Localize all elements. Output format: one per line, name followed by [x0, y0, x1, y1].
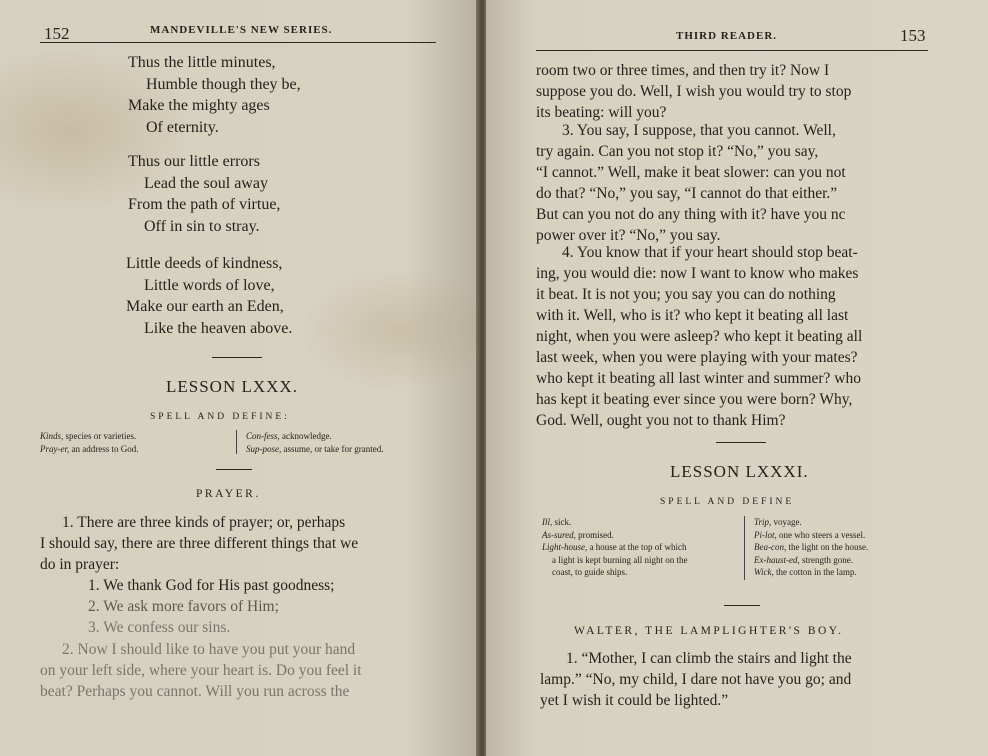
spell-define-heading: SPELL AND DEFINE: [660, 497, 795, 507]
poem-stanza-1: [0, 52, 478, 138]
text-line: yet I wish it could be lighted.”: [540, 692, 729, 709]
text-line: do that? “No,” you say, “I cannot do that either.”: [536, 185, 838, 202]
vocab-column-left: [542, 516, 687, 579]
header-rule: [536, 50, 928, 51]
text-line: on your left side, where your heart is. Do you feel it: [40, 662, 362, 679]
lesson-title: LESSON LXXX.: [166, 377, 298, 396]
text-line: But can you not do any thing with it? have you nc: [536, 206, 846, 223]
left-page: [0, 0, 478, 756]
section-divider: [716, 442, 766, 443]
text-line: do in prayer:: [40, 556, 120, 573]
text-line: room two or three times, and then try it? Now I: [536, 62, 830, 79]
poem-line: Little deeds of kindness,: [126, 255, 283, 272]
text-line: it beat. It is not you; you say you can do nothing: [536, 286, 836, 303]
vocab-entry: Trip, voyage.: [754, 517, 802, 527]
paragraph-2: [40, 639, 436, 702]
vocab-entry: Sup-pose, assume, or take for granted.: [246, 443, 384, 454]
poem-line: Thus the little minutes,: [128, 54, 276, 71]
section-divider: [724, 605, 760, 606]
vocab-column-right: [246, 430, 383, 455]
vocab-entry: Pi-lot, one who steers a vessel.: [754, 529, 866, 540]
vocab-column-right: [754, 516, 868, 579]
vocab-entry: As-sured, promised.: [542, 529, 614, 540]
vocab-separator: [236, 430, 237, 454]
poem-line: Thus our little errors: [128, 153, 260, 170]
vocab-entry-continued: a light is kept burning all night on the: [552, 554, 688, 565]
poem-line: Like the heaven above.: [144, 319, 293, 337]
list-item: 1. We thank God for His past goodness;: [88, 577, 335, 594]
text-line: 1. “Mother, I can climb the stairs and light the: [566, 650, 852, 667]
paragraph-3: [536, 120, 928, 246]
section-title: PRAYER.: [196, 488, 261, 500]
vocab-entry: Con-fess, acknowledge.: [246, 431, 332, 441]
text-line: has kept it beating ever since you were born? Why,: [536, 391, 853, 408]
text-line: try again. Can you not stop it? “No,” you say,: [536, 143, 819, 160]
paragraph-1: [40, 512, 436, 575]
text-line: 2. Now I should like to have you put your hand: [62, 641, 356, 658]
vocab-entry: Wick, the cotton in the lamp.: [754, 567, 857, 577]
vocab-entry: Bea-con, the light on the house.: [754, 542, 869, 552]
lesson-title: LESSON LXXXI.: [670, 462, 809, 481]
poem-stanza-3: [0, 253, 478, 339]
poem-line: Make the mighty ages: [128, 97, 270, 114]
poem-stanza-2: [0, 151, 478, 237]
vocab-column-left: [40, 430, 139, 455]
vocab-entry: Kinds, species or varieties.: [40, 431, 137, 441]
spell-define-heading: SPELL AND DEFINE:: [150, 412, 290, 422]
section-divider: [216, 469, 252, 470]
page-number: 153: [900, 26, 926, 45]
paragraph-4: [536, 242, 928, 431]
text-line: 1. There are three kinds of prayer; or, perhaps: [62, 514, 346, 531]
section-divider: [212, 357, 262, 358]
poem-line: Humble though they be,: [146, 75, 301, 93]
vocab-entry: Pray-er, an address to God.: [40, 443, 139, 454]
vocab-entry-continued: coast, to guide ships.: [552, 567, 628, 577]
vocab-entry: Ex-haust-ed, strength gone.: [754, 554, 853, 565]
list-item: 2. We ask more favors of Him;: [88, 598, 279, 615]
running-head: MANDEVILLE'S NEW SERIES.: [150, 24, 333, 36]
text-line: suppose you do. Well, I wish you would try to stop: [536, 83, 852, 100]
text-line: “I cannot.” Well, make it beat slower: can you not: [536, 164, 846, 181]
vocab-entry: Ill, sick.: [542, 517, 572, 527]
section-title: WALTER, THE LAMPLIGHTER'S BOY.: [574, 625, 844, 637]
text-line: power over it? “No,” you say.: [536, 227, 721, 244]
poem-line: Of eternity.: [146, 118, 219, 136]
text-line: God. Well, ought you not to thank Him?: [536, 412, 786, 429]
list-item: 3. We confess our sins.: [88, 619, 231, 636]
paragraph-continued: [536, 60, 928, 123]
text-line: beat? Perhaps you cannot. Will you run across the: [40, 683, 350, 700]
poem-line: Make our earth an Eden,: [126, 298, 284, 315]
header-rule: [40, 42, 436, 43]
poem-line: Lead the soul away: [144, 174, 268, 192]
text-line: 3. You say, I suppose, that you cannot. Well,: [562, 122, 836, 139]
text-line: lamp.” “No, my child, I dare not have you go; and: [540, 671, 852, 688]
text-line: with it. Well, who is it? who kept it beating all last: [536, 307, 849, 324]
text-line: who kept it beating all last winter and summer? who: [536, 370, 861, 387]
text-line: 4. You know that if your heart should stop beat-: [562, 244, 858, 261]
poem-line: Off in sin to stray.: [144, 217, 260, 235]
poem-line: From the path of virtue,: [128, 196, 281, 213]
running-head: THIRD READER.: [676, 30, 778, 42]
text-line: last week, when you were playing with your mates?: [536, 349, 858, 366]
text-line: its beating: will you?: [536, 104, 667, 121]
text-line: night, when you were asleep? who kept it beating all: [536, 328, 863, 345]
page-number: 152: [44, 24, 70, 43]
poem-line: Little words of love,: [144, 276, 275, 294]
right-page: [486, 0, 988, 756]
vocab-entry: Light-house, a house at the top of which: [542, 542, 687, 552]
paragraph-1: [540, 648, 932, 711]
text-line: I should say, there are three different things that we: [40, 535, 359, 552]
text-line: ing, you would die: now I want to know who makes: [536, 265, 859, 282]
vocab-separator: [744, 516, 745, 580]
